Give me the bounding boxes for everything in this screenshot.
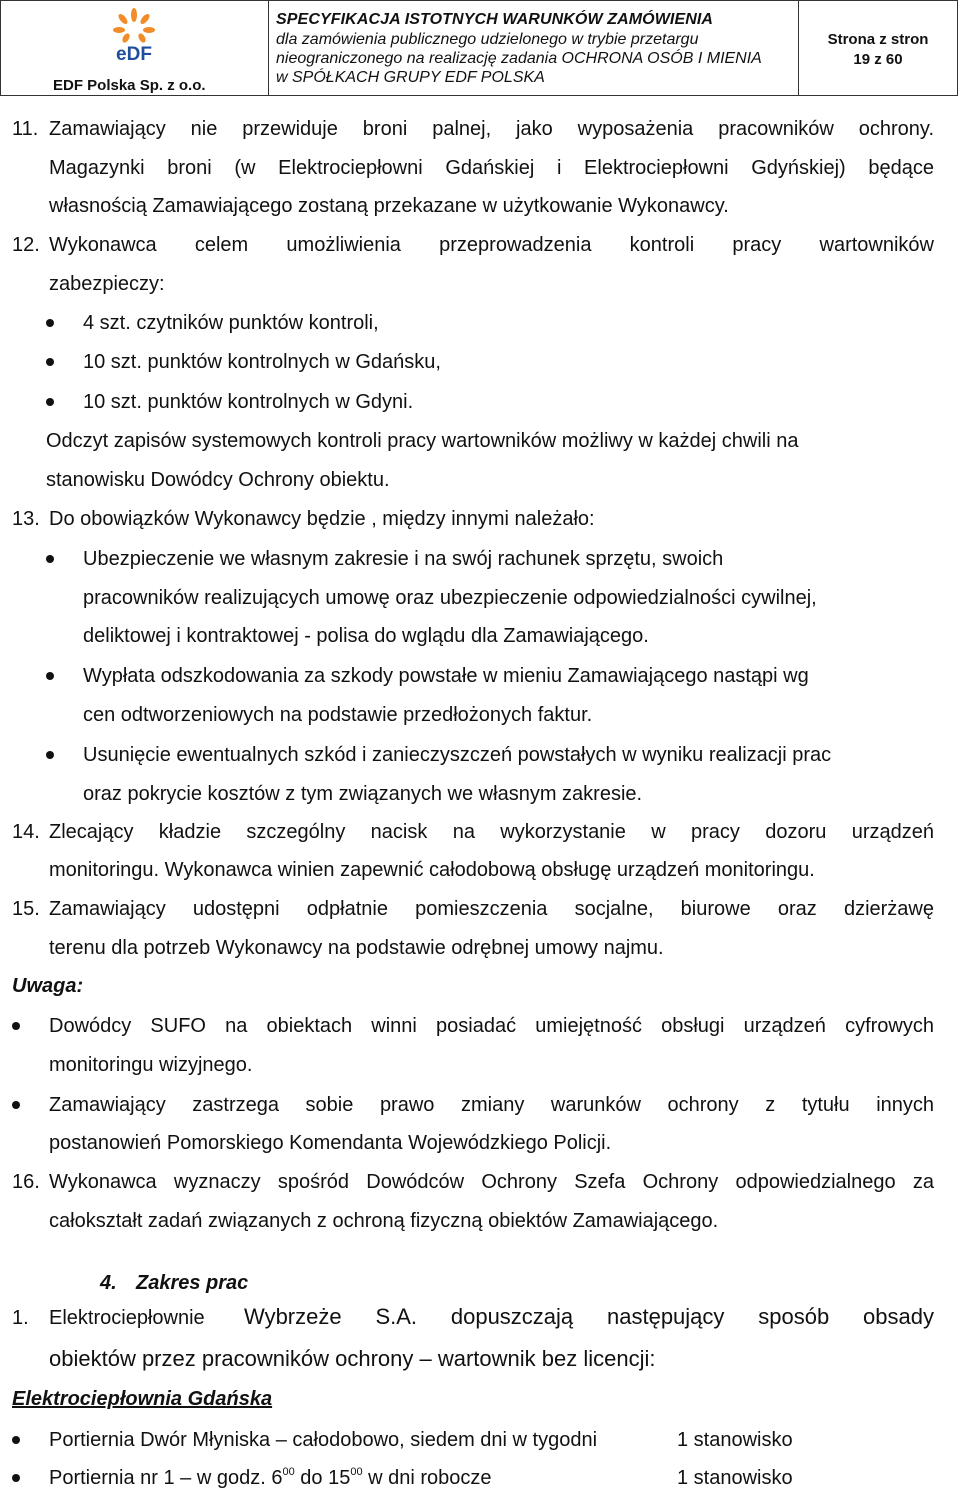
header-title-cell: [269, 1, 799, 95]
post-count: 1 stanowisko: [677, 1467, 793, 1489]
bullet-icon: [46, 358, 54, 366]
list-item: Wypłata odszkodowania za szkody powstałe w mieniu Zamawiającego nastąpi wg: [83, 665, 809, 687]
section-title: Zakres prac: [136, 1272, 249, 1294]
paragraph-line: Wybrzeże S.A. dopuszczają następujący sposób obsady: [244, 1304, 934, 1329]
company-name: EDF Polska Sp. z o.o.: [53, 77, 206, 94]
list-item: Usunięcie ewentualnych szkód i zanieczyszczeń powstałych w wyniku realizacji prac: [83, 744, 832, 766]
list-item-line: pracowników realizujących umowę oraz ubezpieczenie odpowiedzialności cywilnej,: [83, 587, 817, 609]
paragraph-line: Magazynki broni (w Elektrociepłowni Gdańskiej i Elektrociepłowni Gdyńskiej) będące: [49, 157, 934, 179]
bullet-icon: [12, 1436, 20, 1444]
paragraph-line: Wykonawca wyznaczy spośród Dowódców Ochrony Szefa Ochrony odpowiedzialnego za: [49, 1171, 934, 1193]
bullet-icon: [46, 398, 54, 406]
paragraph-line: Wykonawca celem umożliwienia przeprowadzenia kontroli pracy wartowników: [49, 234, 934, 256]
post-name-part: w dni robocze: [362, 1467, 492, 1489]
bullet-icon: [46, 751, 54, 759]
spec-title: SPECYFIKACJA ISTOTNYCH WARUNKÓW ZAMÓWIENIA: [276, 11, 714, 28]
paragraph-line: monitoringu. Wykonawca winien zapewnić całodobową obsługę urządzeń monitoringu.: [49, 859, 815, 881]
paragraph-line: obiektów przez pracowników ochrony – wartownik bez licencji:: [49, 1346, 656, 1371]
list-item-line: monitoringu wizyjnego.: [49, 1054, 253, 1076]
list-item: 10 szt. punktów kontrolnych w Gdyni.: [83, 391, 414, 413]
header-table: [0, 0, 958, 96]
paragraph-line: terenu dla potrzeb Wykonawcy na podstawie odrębnej umowy najmu.: [49, 937, 664, 959]
header-logo-cell: [1, 1, 269, 95]
header-page-cell: [799, 1, 957, 95]
item-number: 15.: [12, 898, 40, 920]
spec-subtitle-line: w SPÓŁKACH GRUPY EDF POLSKA: [276, 69, 545, 86]
paragraph-line: zabezpieczy:: [49, 273, 165, 295]
post-count: 1 stanowisko: [677, 1429, 793, 1451]
paragraph-line: Zamawiający nie przewiduje broni palnej, jako wyposażenia pracowników ochrony.: [49, 118, 934, 140]
paragraph-line: Zlecający kładzie szczególny nacisk na wykorzystanie w pracy dozoru urządzeń: [49, 821, 934, 843]
bullet-icon: [46, 555, 54, 563]
bullet-icon: [46, 319, 54, 327]
paragraph-line: Odczyt zapisów systemowych kontroli pracy wartowników możliwy w każdej chwili na: [46, 430, 799, 452]
page-number: 19 z 60: [853, 51, 903, 68]
list-item-line: deliktowej i kontraktowej - polisa do wglądu dla Zamawiającego.: [83, 625, 649, 647]
list-item-line: cen odtworzeniowych na podstawie przedłożonych faktur.: [83, 704, 593, 726]
paragraph-line: Do obowiązków Wykonawcy będzie , między innymi należało:: [49, 508, 595, 530]
bullet-icon: [12, 1474, 20, 1482]
post-name-part: Portiernia nr 1 – w godz. 6: [49, 1467, 283, 1489]
list-item: Dowódcy SUFO na obiektach winni posiadać umiejętność obsługi urządzeń cyfrowych: [49, 1015, 934, 1037]
time-superscript: 00: [350, 1466, 363, 1478]
item-number: 12.: [12, 234, 40, 256]
subsection-heading: Elektrociepłownia Gdańska: [12, 1388, 273, 1410]
list-item: Zamawiający zastrzega sobie prawo zmiany warunków ochrony z tytułu innych: [49, 1094, 934, 1116]
post-name: Portiernia Dwór Młyniska – całodobowo, siedem dni w tygodni: [49, 1429, 598, 1451]
item-number: 14.: [12, 821, 40, 843]
paragraph-line: całokształt zadań związanych z ochroną fizyczną obiektów Zamawiającego.: [49, 1210, 719, 1232]
post-name-part: do 15: [294, 1467, 351, 1489]
list-item-line: oraz pokrycie kosztów z tym związanych we własnym zakresie.: [83, 783, 643, 805]
paragraph-line: Zamawiający udostępni odpłatnie pomieszczenia socjalne, biurowe oraz dzierżawę: [49, 898, 934, 920]
list-item: 10 szt. punktów kontrolnych w Gdańsku,: [83, 351, 441, 373]
bullet-icon: [46, 672, 54, 680]
post-name: [49, 1465, 492, 1491]
spec-subtitle-line: nieograniczonego na realizację zadania OCHRONA OSÓB I MIENIA: [276, 50, 762, 67]
time-superscript: 00: [282, 1466, 295, 1478]
item-number: 16.: [12, 1171, 40, 1193]
paragraph-line: stanowisku Dowódcy Ochrony obiektu.: [46, 469, 390, 491]
edf-logo-icon: [109, 7, 159, 63]
svg-text:eDF: eDF: [116, 44, 152, 63]
list-item-line: postanowień Pomorskiego Komendanta Wojewódzkiego Policji.: [49, 1132, 612, 1154]
list-item: 4 szt. czytników punktów kontroli,: [83, 312, 379, 334]
section-number: 4.: [100, 1272, 117, 1294]
bullet-icon: [12, 1022, 20, 1030]
item-number: 1.: [12, 1307, 29, 1329]
paragraph-line-start: Elektrociepłownie: [49, 1307, 205, 1329]
spec-subtitle-line: dla zamówienia publicznego udzielonego w trybie przetargu: [276, 31, 699, 48]
paragraph-line: własnością Zamawiającego zostaną przekazane w użytkowanie Wykonawcy.: [49, 195, 729, 217]
page-label: Strona z stron: [827, 31, 929, 48]
note-label: Uwaga:: [12, 975, 84, 997]
bullet-icon: [12, 1101, 20, 1109]
list-item: Ubezpieczenie we własnym zakresie i na swój rachunek sprzętu, swoich: [83, 548, 724, 570]
item-number: 11.: [12, 118, 39, 140]
item-number: 13.: [12, 508, 40, 530]
